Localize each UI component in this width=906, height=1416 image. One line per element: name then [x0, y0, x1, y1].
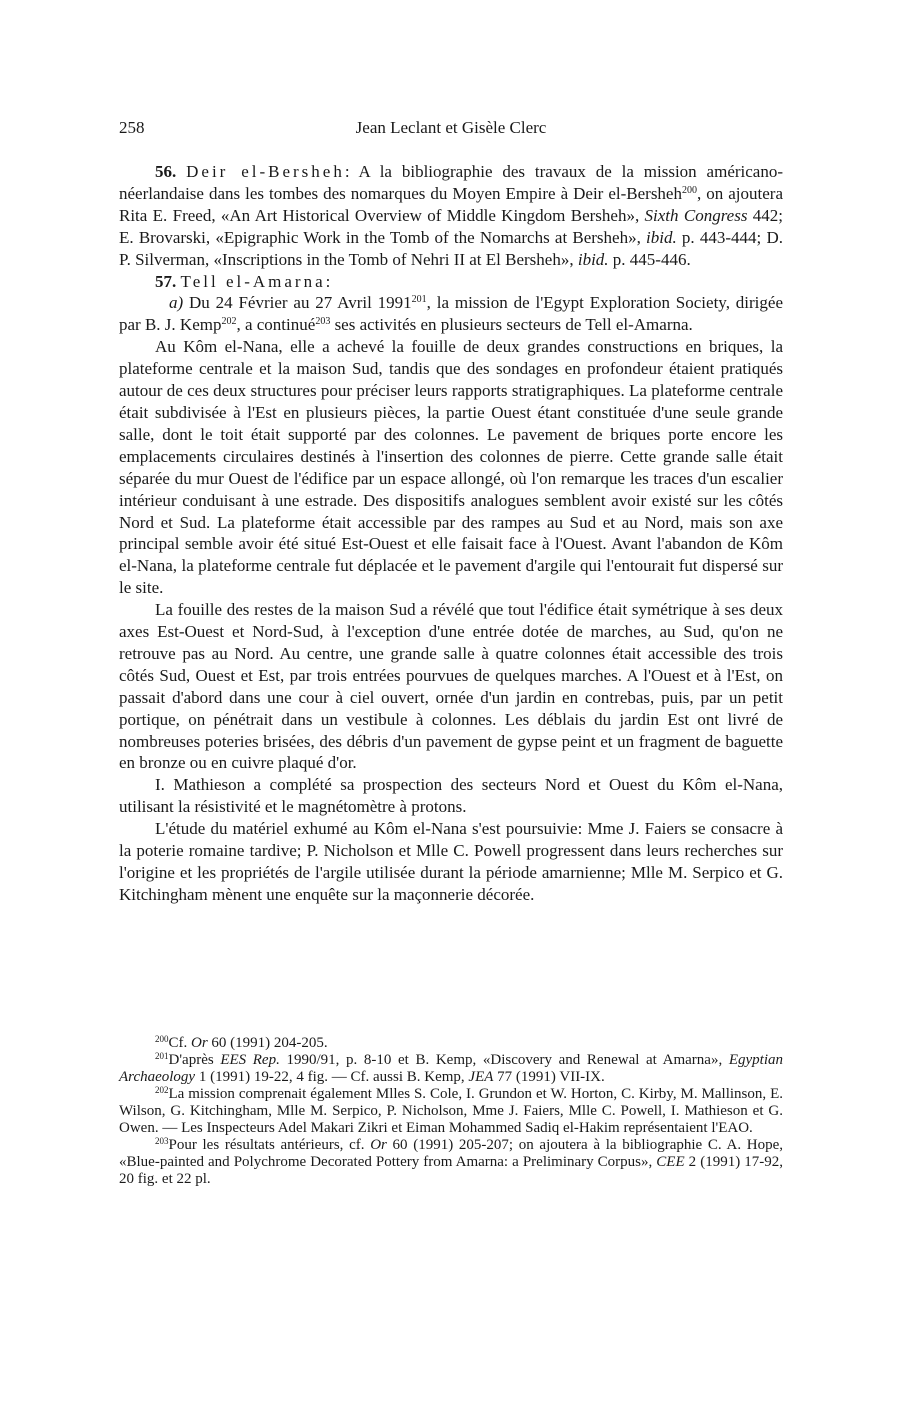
paragraph-kom-el-nana: Au Kôm el-Nana, elle a achevé la fouille de deux grandes constructions en briques, la plateforme centrale et la maison Sud, tandis que des sondages en profondeur étaient pratiqués autour de ces deux structures pour préciser leurs rapports stratigraphiques. La plateforme centrale était subdivisée à l'Est en plusieurs pièces, la partie Ouest étant constituée d'une seule grande salle, dont le toit était supporté par des colonnes. Le pavement de briques porte encore les emplacements circulaires destinés à l'insertion des colonnes de pierre. Cette grande salle était séparée du mur Ouest de l'édifice par un espace allongé, où l'on remarque les traces d'un escalier intérieur conduisant à une estrade. Des dispositifs analogues semblent avoir existé sur les côtés Nord et Sud. La plateforme était accessible par des rampes au Sud et au Nord, mais son axe principal semble avoir été situé Est-Ouest et elle faisait face à l'Ouest. Avant l'abandon de Kôm el-Nana, la plateforme centrale fut déplacée et le pavement d'argile qui l'entourait fut dispersé sur le site.	[119, 337, 783, 598]
footnote-ref: 201	[411, 294, 427, 306]
paragraph-maison-sud: La fouille des restes de la maison Sud a révélé que tout l'édifice était symétrique à ses deux axes Est-Ouest et Nord-Sud, à l'exception d'une entrée dotée de marches, au Sud, qu'on ne retrouve pas au Nord. Au centre, une grande salle à quatre colonnes était accessible des trois côtés Sud, Ouest et Est, par trois entrées pourvues de quelques marches. A l'Ouest et à l'Est, on passait d'abord dans une cour à ciel ouvert, ornée d'un jardin en contrebas, puis, par un petit portique, on pénétrait dans un vestibule à colonnes. Les déblais du jardin Est ont livré de nombreuses poteries brisées, des débris d'un pavement de gypse peint et un fragment de baguette en bronze ou en cuivre plaqué d'or.	[119, 600, 783, 773]
footnote-ref: 200	[681, 184, 697, 196]
paragraph-mathieson: I. Mathieson a complété sa prospection des secteurs Nord et Ouest du Kôm el-Nana, utilisant la résistivité et le magnétomètre à protons.	[119, 775, 783, 817]
site-name: Tell el-Amarna	[180, 271, 326, 291]
site-name: Deir el-Bersheh	[186, 162, 345, 181]
page-number: 258	[119, 118, 145, 137]
section-56-paragraph: 56. Deir el-Bersheh: A la bibliographie des travaux de la mission américano-néerlandaise dans les tombes des nomarques du Moyen Empire à Deir el-Bersheh$^{200}$, on ajoutera Rita E. Freed, «An Art Historical Overview of Middle Kingdom Bersheh», Sixth Congress 442; E. Brovarski, «Epigraphic Work in the Tomb of the Nomarchs at Bersheh», ibid. p. 443-444; D. P. Silverman, «Inscriptions in the Tomb of Nehri II at El Bersheh», ibid. p. 445-446.	[119, 162, 784, 269]
footnote-203: $^{203}$Pour les résultats antérieurs, cf. Or 60 (1991) 205-207; on ajoutera à la bibliographie C. A. Hope, «Blue-painted and Polychrome Decorated Pottery from Amarna: a Preliminary Corpus», CEE 2 (1991) 17-92, 20 fig. et 22 pl.	[119, 1136, 784, 1187]
footnote-202: $^{202}$La mission comprenait également Mlles S. Cole, I. Grundon et W. Horton, C. Kirby, M. Mallinson, E. Wilson, G. Kitchingham, Mlle M. Serpico, P. Nicholson, Mme J. Faiers, Mlle C. Powell, I. Mathieson et G. Owen. — Les Inspecteurs Adel Makari Zikri et Eiman Mohammed Sadiq el-Hakim représentaient l'EAO.	[119, 1085, 783, 1136]
footnote-ref: 202	[221, 316, 237, 328]
running-head: Jean Leclant et Gisèle Clerc	[355, 118, 547, 137]
section-number: 56.	[155, 162, 177, 181]
footnote-201: $^{201}$D'après EES Rep. 1990/91, p. 8-10 et B. Kemp, «Discovery and Renewal at Amarna», Egyptian Archaeology 1 (1991) 19-22, 4 fig. — Cf. aussi B. Kemp, JEA 77 (1991) VII-IX.	[119, 1051, 783, 1085]
footnote-200: $^{200}$Cf. Or 60 (1991) 204-205.	[155, 1034, 328, 1051]
page-header	[119, 118, 783, 142]
section-57-heading: 57. Tell el-Amarna:	[155, 271, 331, 291]
main-text	[119, 161, 783, 906]
footnotes	[119, 1035, 783, 1188]
footnote-ref: 203	[315, 316, 331, 328]
paragraph-etude-materiel: L'étude du matériel exhumé au Kôm el-Nana s'est poursuivie: Mme J. Faiers se consacre à la poterie romaine tardive; P. Nicholson et Mlle C. Powell progressent dans leurs recherches sur l'origine et les propriétés de l'argile utilisée durant la période amarnienne; Mlle M. Serpico et G. Kitchingham mènent une enquête sur la maçonnerie décorée.	[119, 819, 783, 904]
section-57a-paragraph: a) Du 24 Février au 27 Avril 1991$^{201}$, la mission de l'Egypt Exploration Society, dirigée par B. J. Kemp$^{202}$, a continué$^{203}$ ses activités en plusieurs secteurs de Tell el-Amarna.	[119, 293, 783, 335]
section-number: 57.	[155, 271, 177, 291]
